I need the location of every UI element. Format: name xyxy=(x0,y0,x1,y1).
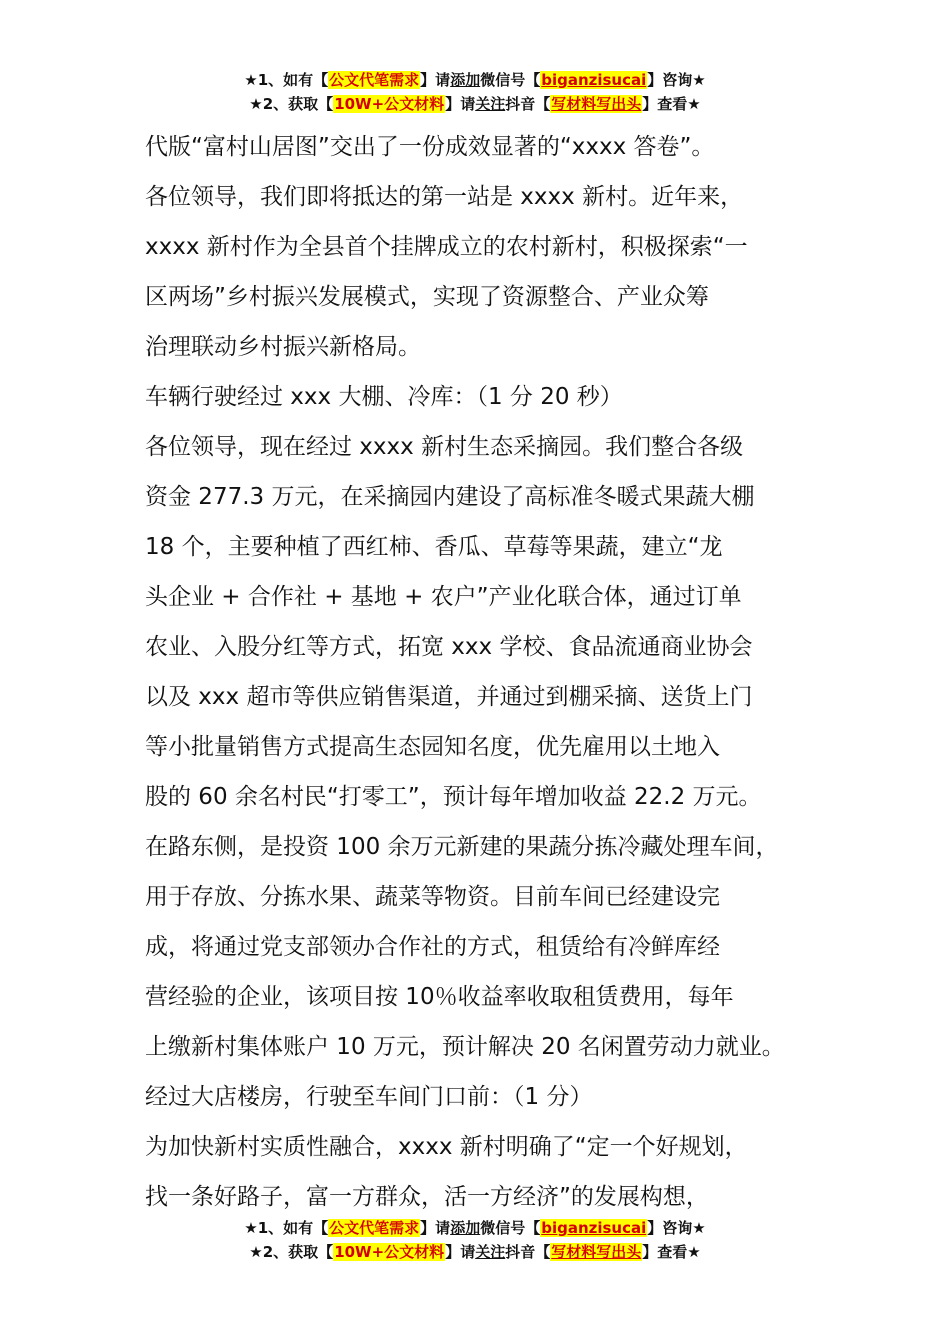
body-line: 各位领导，现在经过 xxxx 新村生态采摘园。我们整合各级 xyxy=(145,434,744,460)
footer-line-1-wechat-id: biganzisucai xyxy=(541,1219,647,1237)
footer-line-1 xyxy=(0,1216,950,1240)
body-line: 代版“富村山居图”交出了一份成效显著的“xxxx 答卷”。 xyxy=(145,134,715,160)
body-line: 头企业 + 合作社 + 基地 + 农户”产业化联合体，通过订单 xyxy=(145,584,742,610)
header-line-2-suffix: 】查看★ xyxy=(642,95,701,113)
body-line: 股的 60 余名村民“打零工”，预计每年增加收益 22.2 万元。 xyxy=(145,784,762,810)
body-line: 上缴新村集体账户 10 万元，预计解决 20 名闲置劳动力就业。 xyxy=(145,1034,785,1060)
body-line: 为加快新村实质性融合，xxxx 新村明确了“定一个好规划， xyxy=(145,1134,748,1160)
document-body xyxy=(145,122,845,1222)
footer-line-2-mid: 】请 xyxy=(445,1243,476,1261)
footer-line-2-highlight-materials: 10W+公文材料 xyxy=(334,1243,445,1261)
body-line: 营经验的企业，该项目按 10％收益率收取租赁费用，每年 xyxy=(145,984,734,1010)
header-line-2-highlight-materials: 10W+公文材料 xyxy=(334,95,445,113)
body-line: 用于存放、分拣水果、蔬菜等物资。目前车间已经建设完 xyxy=(145,884,720,910)
section-heading: 经过大店楼房，行驶至车间门口前：（1 分） xyxy=(145,1084,593,1110)
header-line-2-emphasis: 关注 xyxy=(475,95,506,113)
footer-line-1-prefix: ★1、如有【 xyxy=(244,1219,329,1237)
footer-banner xyxy=(0,1216,950,1264)
footer-line-2-prefix: ★2、获取【 xyxy=(249,1243,334,1261)
body-line: 在路东侧，是投资 100 余万元新建的果蔬分拣冷藏处理车间， xyxy=(145,834,779,860)
body-line: 治理联动乡村振兴新格局。 xyxy=(145,334,421,360)
header-line-1-wechat-id: biganzisucai xyxy=(541,71,647,89)
footer-line-1-suffix: 】咨询★ xyxy=(647,1219,706,1237)
section-heading: 车辆行驶经过 xxx 大棚、冷库：（1 分 20 秒） xyxy=(145,384,623,410)
header-line-1 xyxy=(0,68,950,92)
header-line-2-mid2: 抖音【 xyxy=(505,95,551,113)
body-line: 区两场”乡村振兴发展模式，实现了资源整合、产业众筹 xyxy=(145,284,709,310)
footer-line-1-mid2: 微信号【 xyxy=(480,1219,541,1237)
footer-line-2-emphasis: 关注 xyxy=(475,1243,506,1261)
body-line: 各位领导，我们即将抵达的第一站是 xxxx 新村。近年来， xyxy=(145,184,744,210)
header-line-1-prefix: ★1、如有【 xyxy=(244,71,329,89)
header-line-1-highlight-service: 公文代笔需求 xyxy=(329,71,420,89)
footer-line-2 xyxy=(0,1240,950,1264)
body-line: 找一条好路子，富一方群众，活一方经济”的发展构想， xyxy=(145,1184,709,1210)
header-line-1-mid: 】请 xyxy=(420,71,451,89)
header-line-2-prefix: ★2、获取【 xyxy=(249,95,334,113)
header-line-1-emphasis: 添加 xyxy=(450,71,481,89)
body-line: xxxx 新村作为全县首个挂牌成立的农村新村，积极探索“一 xyxy=(145,234,748,260)
header-line-2 xyxy=(0,92,950,116)
body-line: 18 个，主要种植了西红柿、香瓜、草莓等果蔬，建立“龙 xyxy=(145,534,723,560)
body-line: 成，将通过党支部领办合作社的方式，租赁给有冷鲜库经 xyxy=(145,934,720,960)
footer-line-2-mid2: 抖音【 xyxy=(505,1243,551,1261)
body-line: 等小批量销售方式提高生态园知名度，优先雇用以土地入 xyxy=(145,734,720,760)
footer-line-2-douyin-account: 写材料写出头 xyxy=(551,1243,642,1261)
footer-line-1-emphasis: 添加 xyxy=(450,1219,481,1237)
header-line-1-mid2: 微信号【 xyxy=(480,71,541,89)
body-line: 以及 xxx 超市等供应销售渠道，并通过到棚采摘、送货上门 xyxy=(145,684,753,710)
body-line: 农业、入股分红等方式，拓宽 xxx 学校、食品流通商业协会 xyxy=(145,634,753,660)
header-line-2-mid: 】请 xyxy=(445,95,476,113)
body-line: 资金 277.3 万元，在采摘园内建设了高标准冬暖式果蔬大棚 xyxy=(145,484,755,510)
footer-line-1-highlight-service: 公文代笔需求 xyxy=(329,1219,420,1237)
header-line-1-suffix: 】咨询★ xyxy=(647,71,706,89)
footer-line-2-suffix: 】查看★ xyxy=(642,1243,701,1261)
footer-line-1-mid: 】请 xyxy=(420,1219,451,1237)
header-line-2-douyin-account: 写材料写出头 xyxy=(551,95,642,113)
header-banner xyxy=(0,68,950,116)
